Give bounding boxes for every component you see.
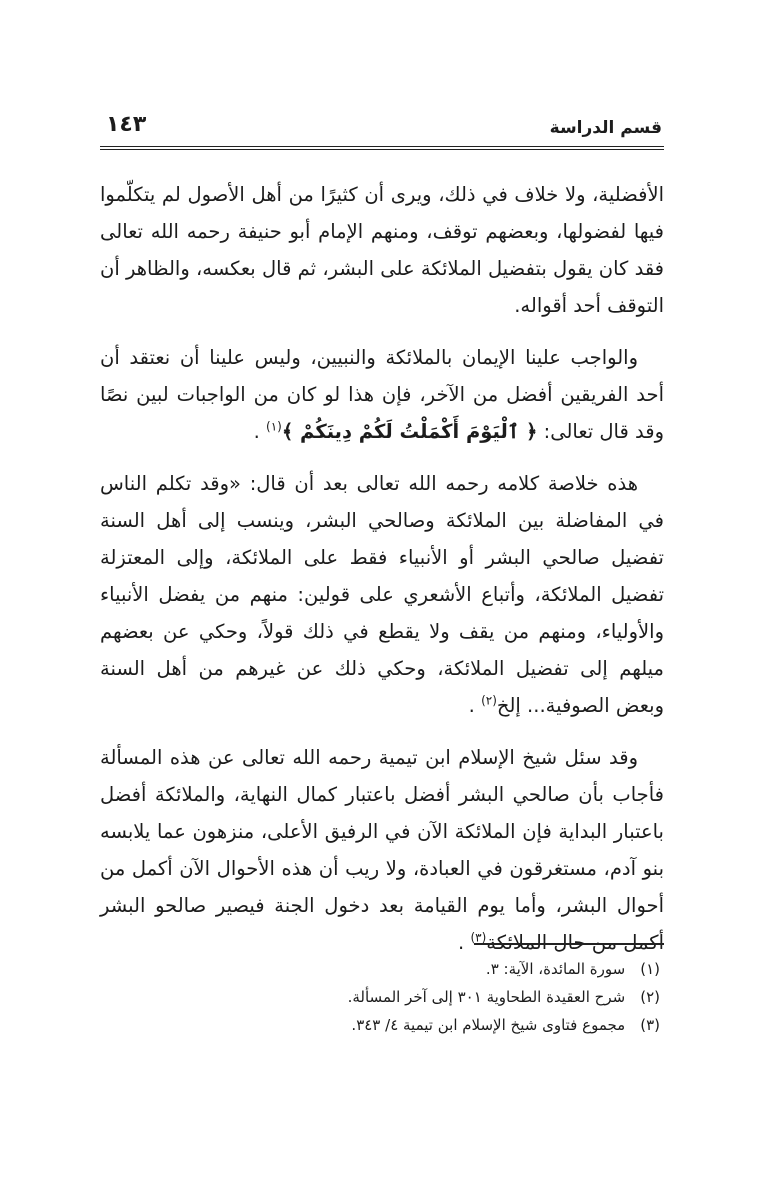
paragraph-3-end: . [468,694,482,717]
running-header [100,110,662,144]
footnote-1 [100,955,664,983]
paragraph-3-text: هذه خلاصة كلامه رحمه الله تعالى بعد أن قال: «وقد تكلم الناس في المفاضلة بين الملائكة وصالحي البشر، وينسب إلى أهل السنة تفضيل صالحي البشر أو الأنبياء فقط على الملائكة، وإلى المعتزلة تفضيل الملائكة، وأتباع الأشعري على قولين: منهم من يفضل الأنبياء والأولياء، ومنهم من يقف ولا يقطع في ذلك قولاً، وحكي عن بعضهم ميلهم إلى تفضيل الملائكة، وحكي ذلك عن غيرهم من أهل السنة وبعض الصوفية... إلخ [100,472,664,717]
footnote-text: مجموع فتاوى شيخ الإسلام ابن تيمية ٤/ ٣٤٣. [351,1016,626,1034]
section-title: قسم الدراسة [549,118,662,138]
paragraph-4 [100,739,664,961]
footnote-text: شرح العقيدة الطحاوية ٣٠١ إلى آخر المسألة. [347,988,626,1006]
footnote-2 [100,983,664,1011]
main-text [100,176,664,976]
paragraph-3 [100,465,664,724]
footnote-rule [474,943,664,945]
header-rule [100,146,664,150]
footnotes [100,955,664,1039]
footnote-marker-2: (٢) [481,693,497,708]
paragraph-1-text: الأفضلية، ولا خلاف في ذلك، ويرى أن كثيرًا من أهل الأصول لم يتكلّموا فيها لفضولها، وبعضهم توقف، ومنهم الإمام أبو حنيفة رحمه الله تعالى فقد كان يقول بتفضيل الملائكة على البشر، ثم قال بعكسه، والظاهر أن التوقف أحد أقواله. [100,183,664,317]
footnote-marker-1: (١) [266,419,282,434]
paragraph-2 [100,339,664,450]
paragraph-4-end: . [458,931,471,954]
page-number: ١٤٣ [106,112,147,137]
quran-verse: ﴿ ٱلْيَوْمَ أَكْمَلْتُ لَكُمْ دِينَكُمْ ﴾ [281,420,538,443]
paragraph-2-text: والواجب علينا الإيمان بالملائكة والنبيين، وليس علينا أن نعتقد أن أحد الفريقين أفضل من الآخر، فإن هذا لو كان من الواجبات لبين نصًا وقد قال تعالى: [100,346,664,443]
paragraph-2-end: . [253,420,267,443]
footnote-text: سورة المائدة، الآية: ٣. [485,960,626,978]
footnote-marker-3: (٣) [470,930,487,945]
paragraph-4-text: وقد سئل شيخ الإسلام ابن تيمية رحمه الله تعالى عن هذه المسألة فأجاب بأن صالحي البشر أفضل باعتبار كمال النهاية، والملائكة أفضل باعتبار البداية فإن الملائكة الآن في الرفيق الأعلى، منزهون عما يلابسه بنو آدم، مستغرقون في العبادة، ولا ريب أن هذه الأحوال الآن أكمل من أحوال البشر، وأما يوم القيامة بعد دخول الجنة فيصير صالحو البشر أكمل من حال الملائكة [100,746,664,954]
footnote-number: (٣) [640,1016,660,1034]
footnote-number: (١) [640,960,660,978]
paragraph-1 [100,176,664,324]
footnote-number: (٢) [640,988,660,1006]
footnote-3 [100,1011,664,1039]
